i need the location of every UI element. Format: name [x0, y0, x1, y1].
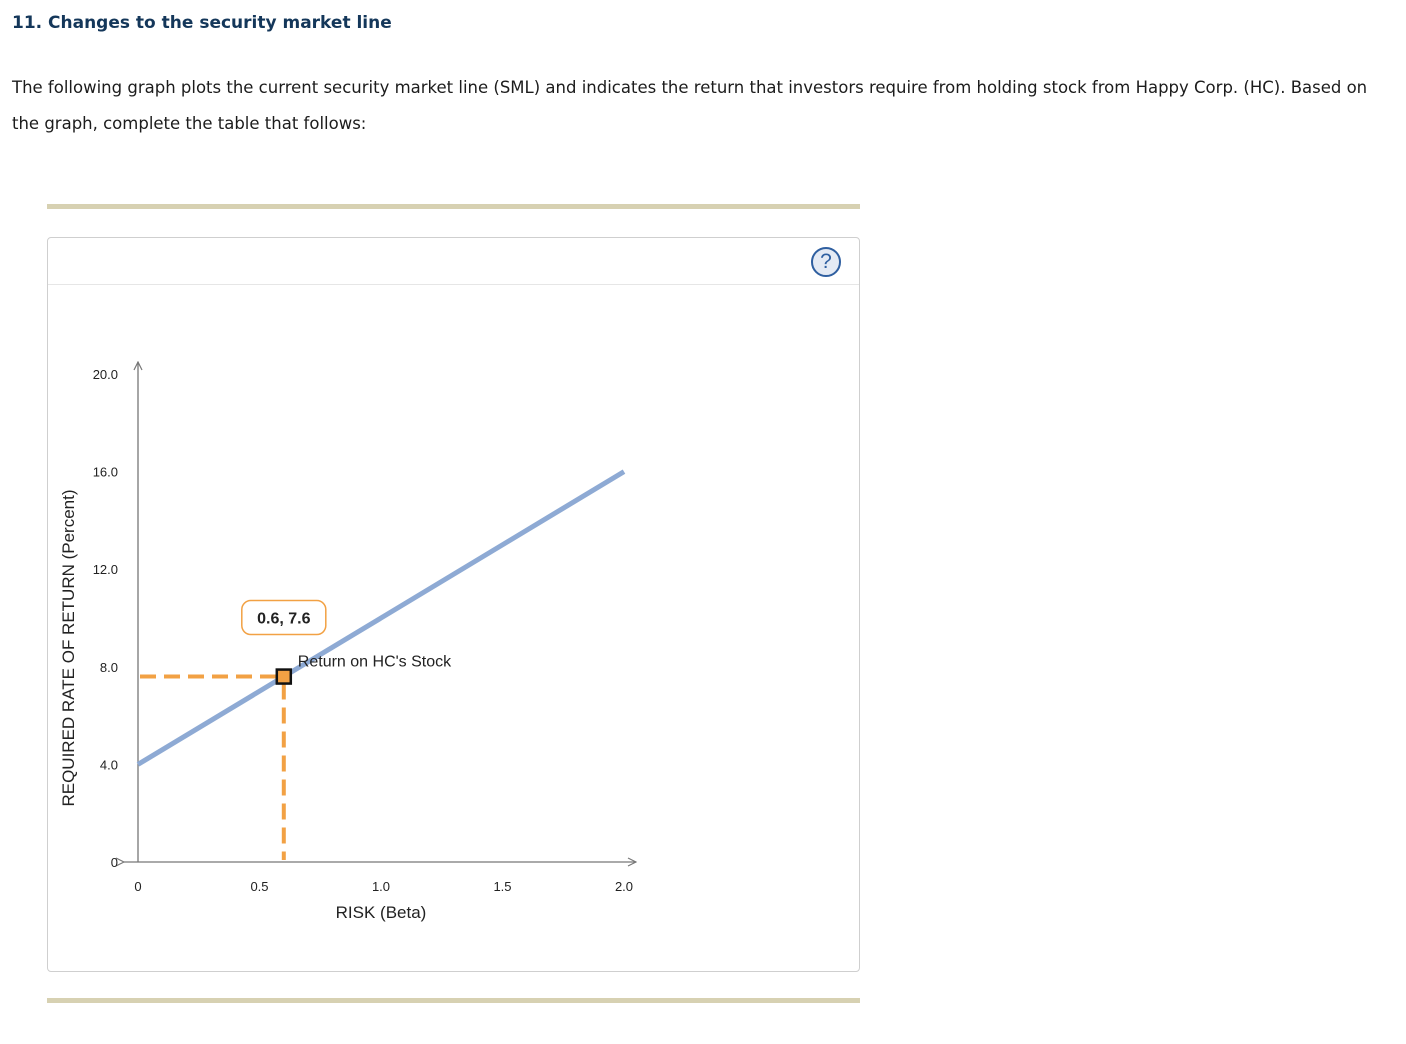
y-tick-label: 0 — [110, 855, 118, 870]
point-layer — [140, 601, 452, 860]
x-tick-label: 2.0 — [614, 879, 634, 894]
axes — [124, 362, 636, 862]
graph-panel — [47, 237, 860, 972]
sml-chart — [48, 238, 859, 971]
x-tick-labels — [134, 879, 633, 894]
y-tick-label: 16.0 — [92, 464, 118, 480]
hc-stock-label: Return on HC's Stock — [297, 653, 452, 671]
x-tick-label: 1.5 — [493, 879, 512, 894]
y-tick-label: 12.0 — [92, 562, 118, 578]
y-tick-labels — [93, 367, 118, 870]
x-tick-label: 0.5 — [250, 879, 269, 894]
y-tick-label: 4.0 — [99, 757, 118, 773]
hc-stock-point[interactable] — [277, 670, 291, 684]
series-layer — [138, 472, 624, 765]
y-axis-title: REQUIRED RATE OF RETURN (Percent) — [59, 489, 78, 807]
top-divider — [47, 204, 860, 209]
sml-line — [138, 472, 624, 765]
help-button[interactable]: ? — [811, 247, 841, 277]
question-intro: The following graph plots the current security market line (SML) and indicates the return that investors require from holding stock from Happy Corp. (HC). Based on the graph, complete the table that follows: — [12, 78, 1368, 133]
bottom-divider — [47, 998, 860, 1003]
x-tick-label: 1.0 — [371, 879, 391, 894]
question-title: 11. Changes to the security market line — [12, 13, 392, 33]
point-callout-text: 0.6, 7.6 — [257, 610, 311, 628]
y-tick-label: 20.0 — [92, 367, 118, 382]
x-axis-title: RISK (Beta) — [335, 903, 427, 922]
x-tick-label: 0 — [134, 879, 142, 894]
y-tick-label: 8.0 — [99, 659, 118, 675]
